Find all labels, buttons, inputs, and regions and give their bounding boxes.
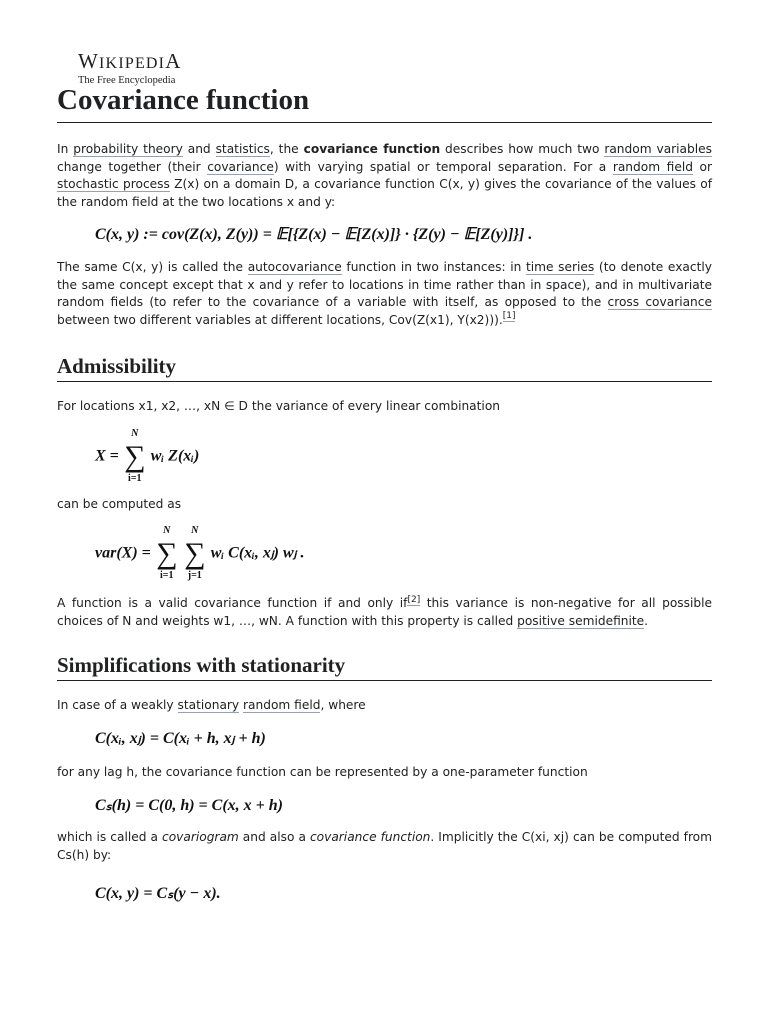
page-title: Covariance function xyxy=(57,80,712,123)
equation-covariogram: C(x, y) = Cₛ(y − x). xyxy=(95,885,221,902)
link-random-field-2[interactable]: random field xyxy=(243,698,321,712)
wikipedia-tagline: The Free Encyclopedia xyxy=(78,75,176,86)
section-heading-stationarity: Simplifications with stationarity xyxy=(57,651,712,681)
wikipedia-wordmark: WIKIPEDIA xyxy=(78,49,182,73)
link-probability-theory[interactable]: probability theory xyxy=(73,142,183,156)
link-positive-semidefinite[interactable]: positive semidefinite xyxy=(517,613,645,628)
admissibility-paragraph-3: A function is a valid covariance function if and only if[2] this variance is non-negative for all possible choices of N and weights w1, …, wN. A function with this property is called positive semidefinite. xyxy=(57,594,712,628)
summation-symbol-j: N ∑ j=1 xyxy=(184,525,206,581)
link-random-field[interactable]: random field xyxy=(612,159,693,174)
admissibility-paragraph-1: For locations x1, x2, …, xN ∈ D the variance of every linear combination xyxy=(57,399,500,413)
equation-variance: var(X) = N ∑ i=1 N ∑ j=1 wᵢ C(xᵢ, xⱼ) wⱼ . xyxy=(95,525,305,581)
link-random-variables[interactable]: random variables xyxy=(604,142,712,156)
reference-2[interactable]: [2] xyxy=(407,594,421,605)
link-time-series[interactable]: time series xyxy=(525,260,595,274)
equation-linear-combination: X = N ∑ i=1 wᵢ Z(xᵢ) xyxy=(95,428,200,484)
section-heading-admissibility: Admissibility xyxy=(57,352,712,382)
intro-paragraph: In probability theory and statistics, the covariance function describes how much two random variables change together (their covariance) with varying spatial or temporal separation. For a random field or stochastic process Z(x) on a domain D, a covariance function C(x, y) gives the covariance of the values of the random field at the two locations x and y: xyxy=(57,142,712,209)
reference-1[interactable]: [1] xyxy=(502,311,516,322)
autocovariance-paragraph: The same C(x, y) is called the autocovariance function in two instances: in time series (to denote exactly the same concept except that x and y refer to locations in time rather than in space), and in multivariate random fields (to refer to the covariance of a variable with itself, as opposed to the cross covariance between two different variables at different locations, Cov(Z(x1), Y(x2))).[1] xyxy=(57,260,712,327)
link-cross-covariance[interactable]: cross covariance xyxy=(607,295,712,309)
link-stochastic-process[interactable]: stochastic process xyxy=(57,177,170,191)
link-stationary[interactable]: stationary xyxy=(177,698,240,712)
link-autocovariance[interactable]: autocovariance xyxy=(247,260,342,274)
equation-covariance-definition: C(x, y) := cov(Z(x), Z(y)) = 𝔼[{Z(x) − 𝔼[Z(x)]} · {Z(y) − 𝔼[Z(y)]}] . xyxy=(95,226,533,243)
admissibility-paragraph-2: can be computed as xyxy=(57,497,182,511)
stationarity-paragraph-3: which is called a covariogram and also a covariance function. Implicitly the C(xi, xj) can be computed from Cs(h) by: xyxy=(57,830,713,862)
link-covariance[interactable]: covariance xyxy=(207,159,274,174)
stationarity-paragraph-1: In case of a weakly stationary random field, where xyxy=(57,698,366,712)
equation-one-parameter: Cₛ(h) = C(0, h) = C(x, x + h) xyxy=(95,797,283,814)
summation-symbol-i: N ∑ i=1 xyxy=(156,525,178,581)
summation-symbol: N ∑ i=1 xyxy=(124,428,146,484)
equation-stationarity: C(xᵢ, xⱼ) = C(xᵢ + h, xⱼ + h) xyxy=(95,730,266,747)
stationarity-paragraph-2: for any lag h, the covariance function can be represented by a one-parameter function xyxy=(57,765,588,779)
link-statistics[interactable]: statistics xyxy=(215,142,270,156)
